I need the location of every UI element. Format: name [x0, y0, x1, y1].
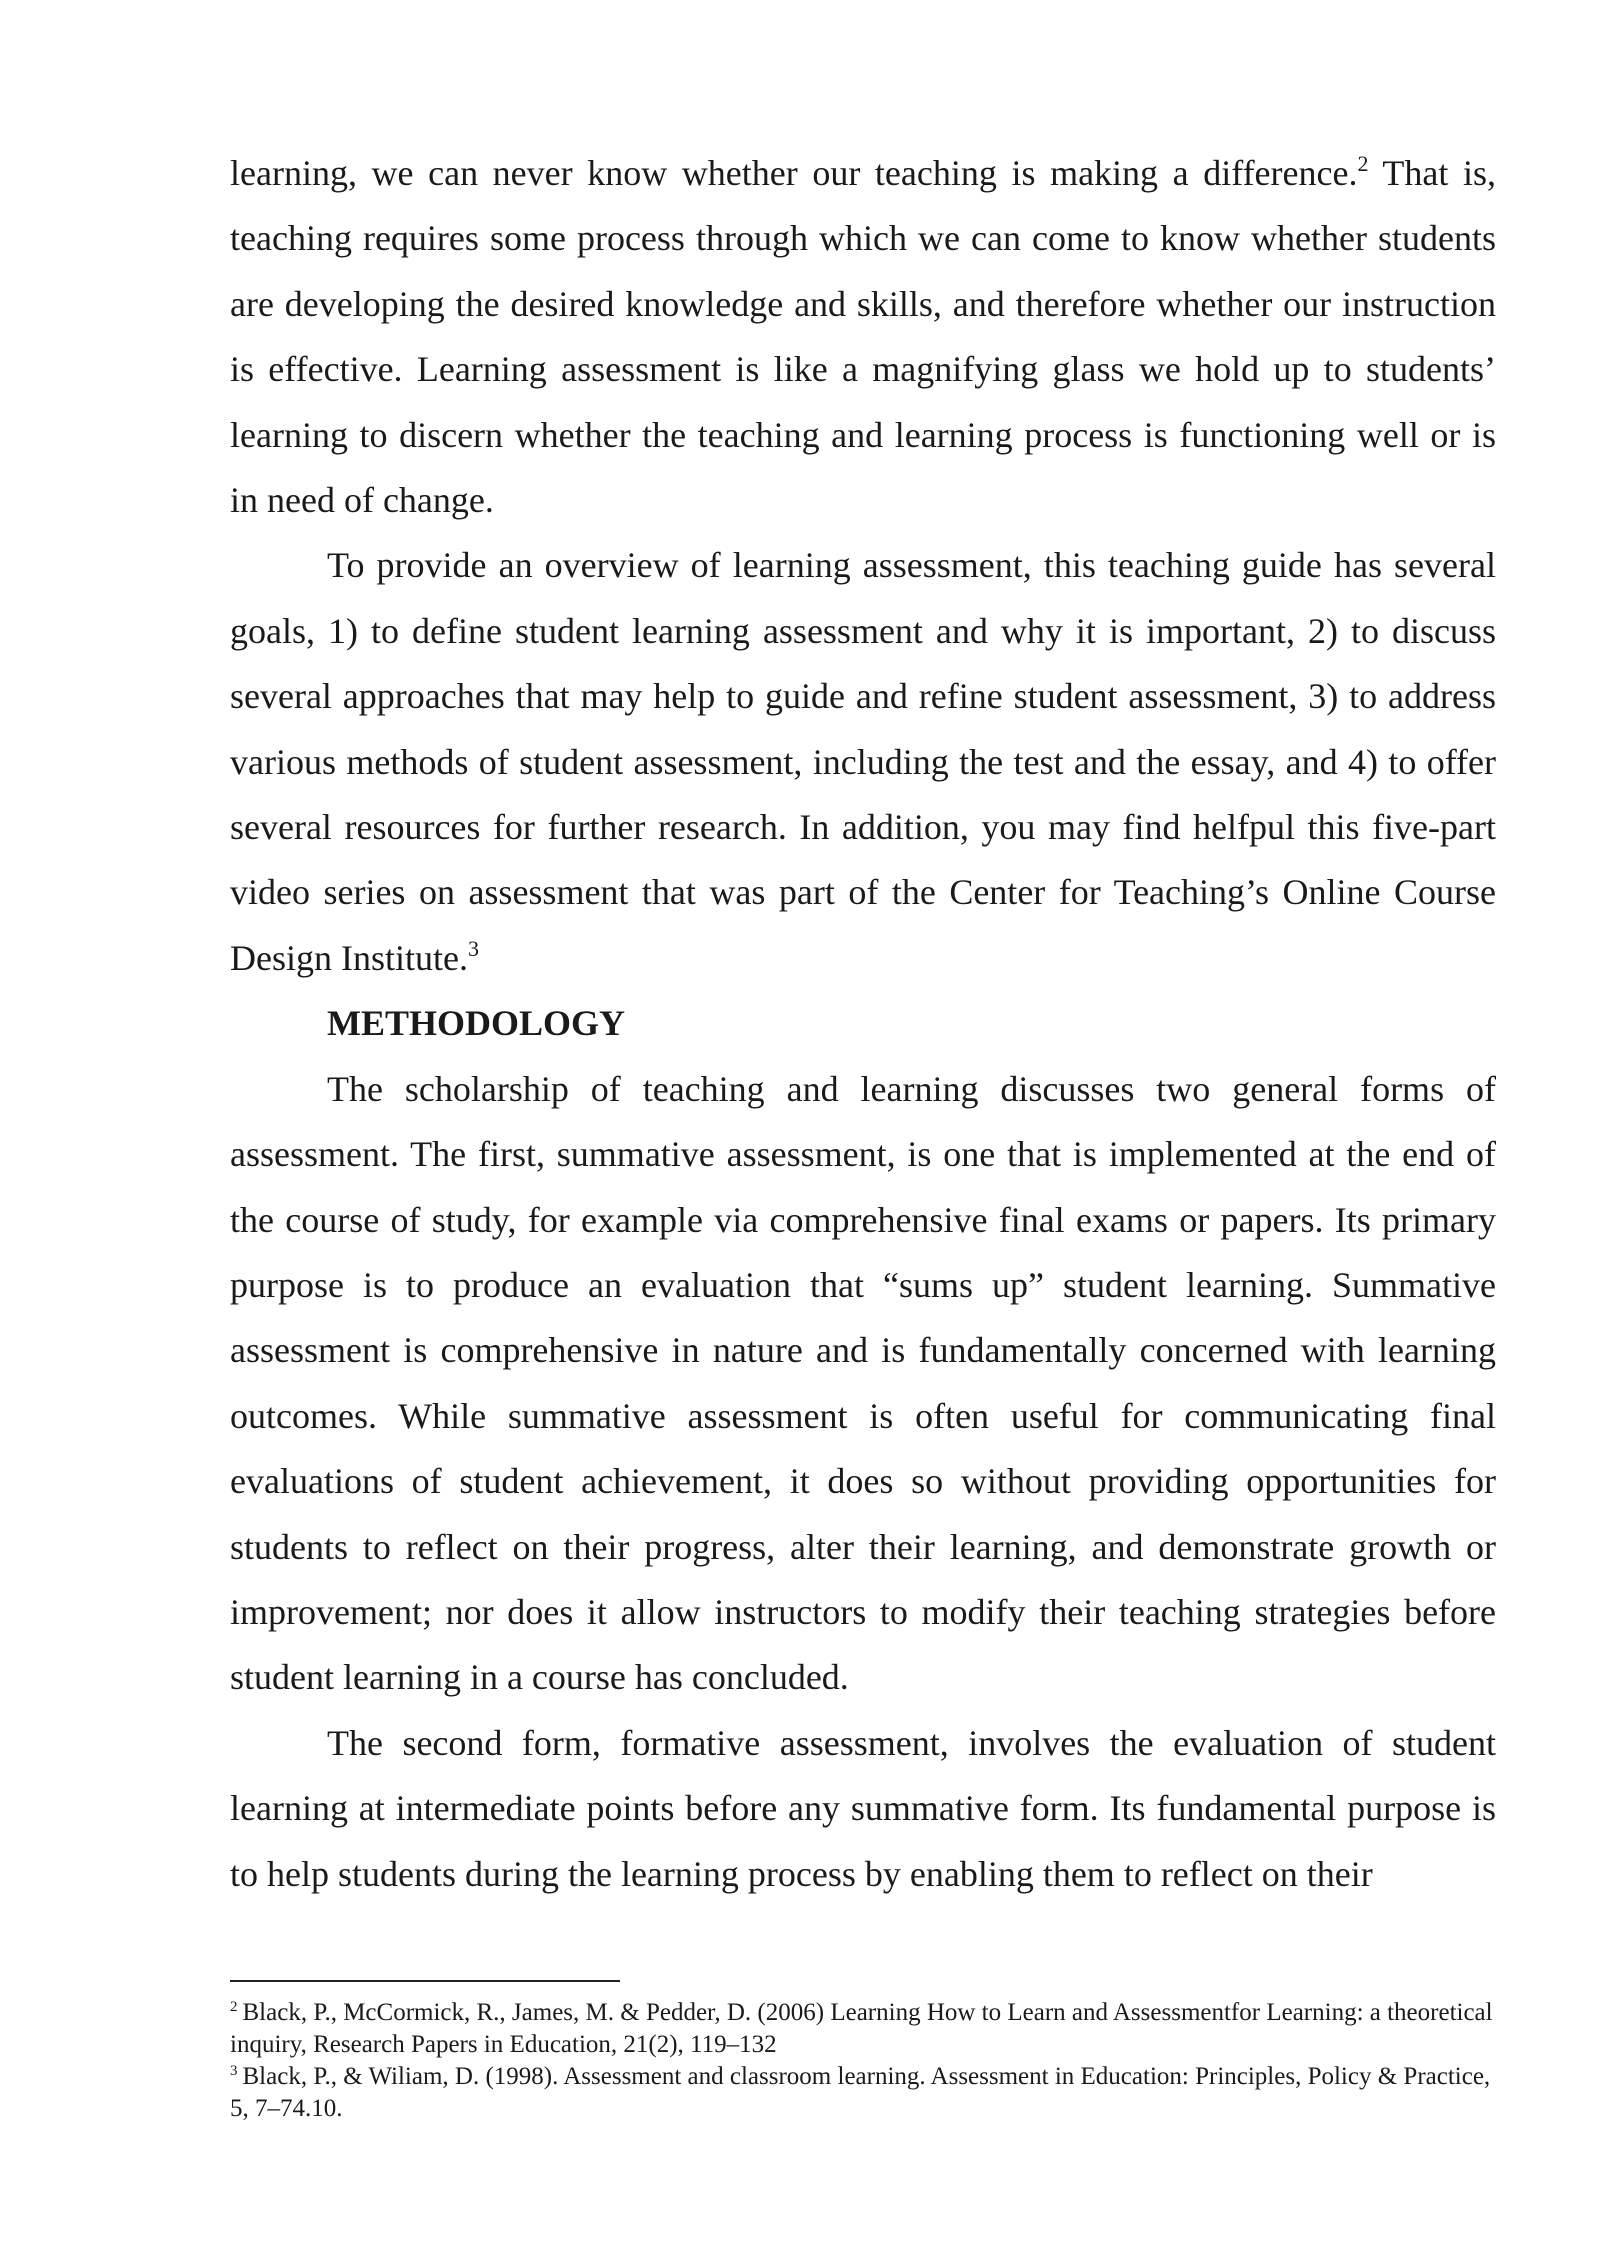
paragraph-1-text-a: learning, we can never know whether our teaching is making a difference.: [230, 153, 1358, 193]
paragraph-1: [230, 141, 1496, 533]
footnote-3: [230, 2061, 1496, 2125]
footnotes: [230, 1997, 1496, 2125]
footnote-2-text: Black, P., McCormick, R., James, M. & Pedder, D. (2006) Learning How to Learn and Assessmentfor Learning: a theoretical inquiry, Research Papers in Education, 21(2), 119–132: [230, 1999, 1493, 2058]
footnote-3-mark: 3: [230, 2063, 238, 2079]
footnote-2-mark: 2: [230, 1999, 238, 2015]
paragraph-3: The scholarship of teaching and learning discusses two general forms of assessment. The first, summative assessment, is one that is implemented at the end of the course of study, for example via comprehensive final exams or papers. Its primary purpose is to produce an evaluation that “sums up” student learning. Summative assessment is comprehensive in nature and is fundamentally concerned with learning outcomes. While summative assessment is often useful for communicating final evaluations of student achievement, it does so without providing opportunities for students to reflect on their progress, alter their learning, and demonstrate growth or improvement; nor does it allow instructors to modify their teaching strategies before student learning in a course has concluded.: [230, 1068, 1496, 1698]
page-body: [230, 141, 1496, 1907]
footnote-3-text: Black, P., & Wiliam, D. (1998). Assessment and classroom learning. Assessment in Education: Principles, Policy & Practice, 5, 7–74.10.: [230, 2063, 1491, 2122]
paragraph-2-text: To provide an overview of learning assessment, this teaching guide has several goals, 1) to define student learning assessment and why it is important, 2) to discuss several approaches that may help to guide and refine student assessment, 3) to address various methods of student assessment, including the test and the essay, and 4) to offer several resources for further research. In addition, you may find helfpul this five-part video series on assessment that was part of the Center for Teaching’s Online Course Design Institute.: [230, 545, 1496, 978]
paragraph-2: [230, 533, 1496, 991]
footnote-separator: [230, 1980, 620, 1982]
section-heading: METHODOLOGY: [327, 1003, 626, 1044]
paragraph-4: The second form, formative assessment, involves the evaluation of student learning at intermediate points before any summative form. Its fundamental purpose is to help students during the learning process by enabling them to reflect on their: [230, 1722, 1496, 1894]
footnote-reference-2[interactable]: 2: [1357, 151, 1369, 176]
paragraph-1-text-b: That is, teaching requires some process through which we can come to know whether students are developing the desired knowledge and skills, and therefore whether our instruction is effective. Learning assessment is like a magnifying glass we hold up to students’ learning to discern whether the teaching and learning process is functioning well or is in need of change.: [230, 153, 1496, 521]
footnote-reference-3[interactable]: 3: [467, 935, 479, 961]
footnote-2: [230, 1997, 1496, 2061]
